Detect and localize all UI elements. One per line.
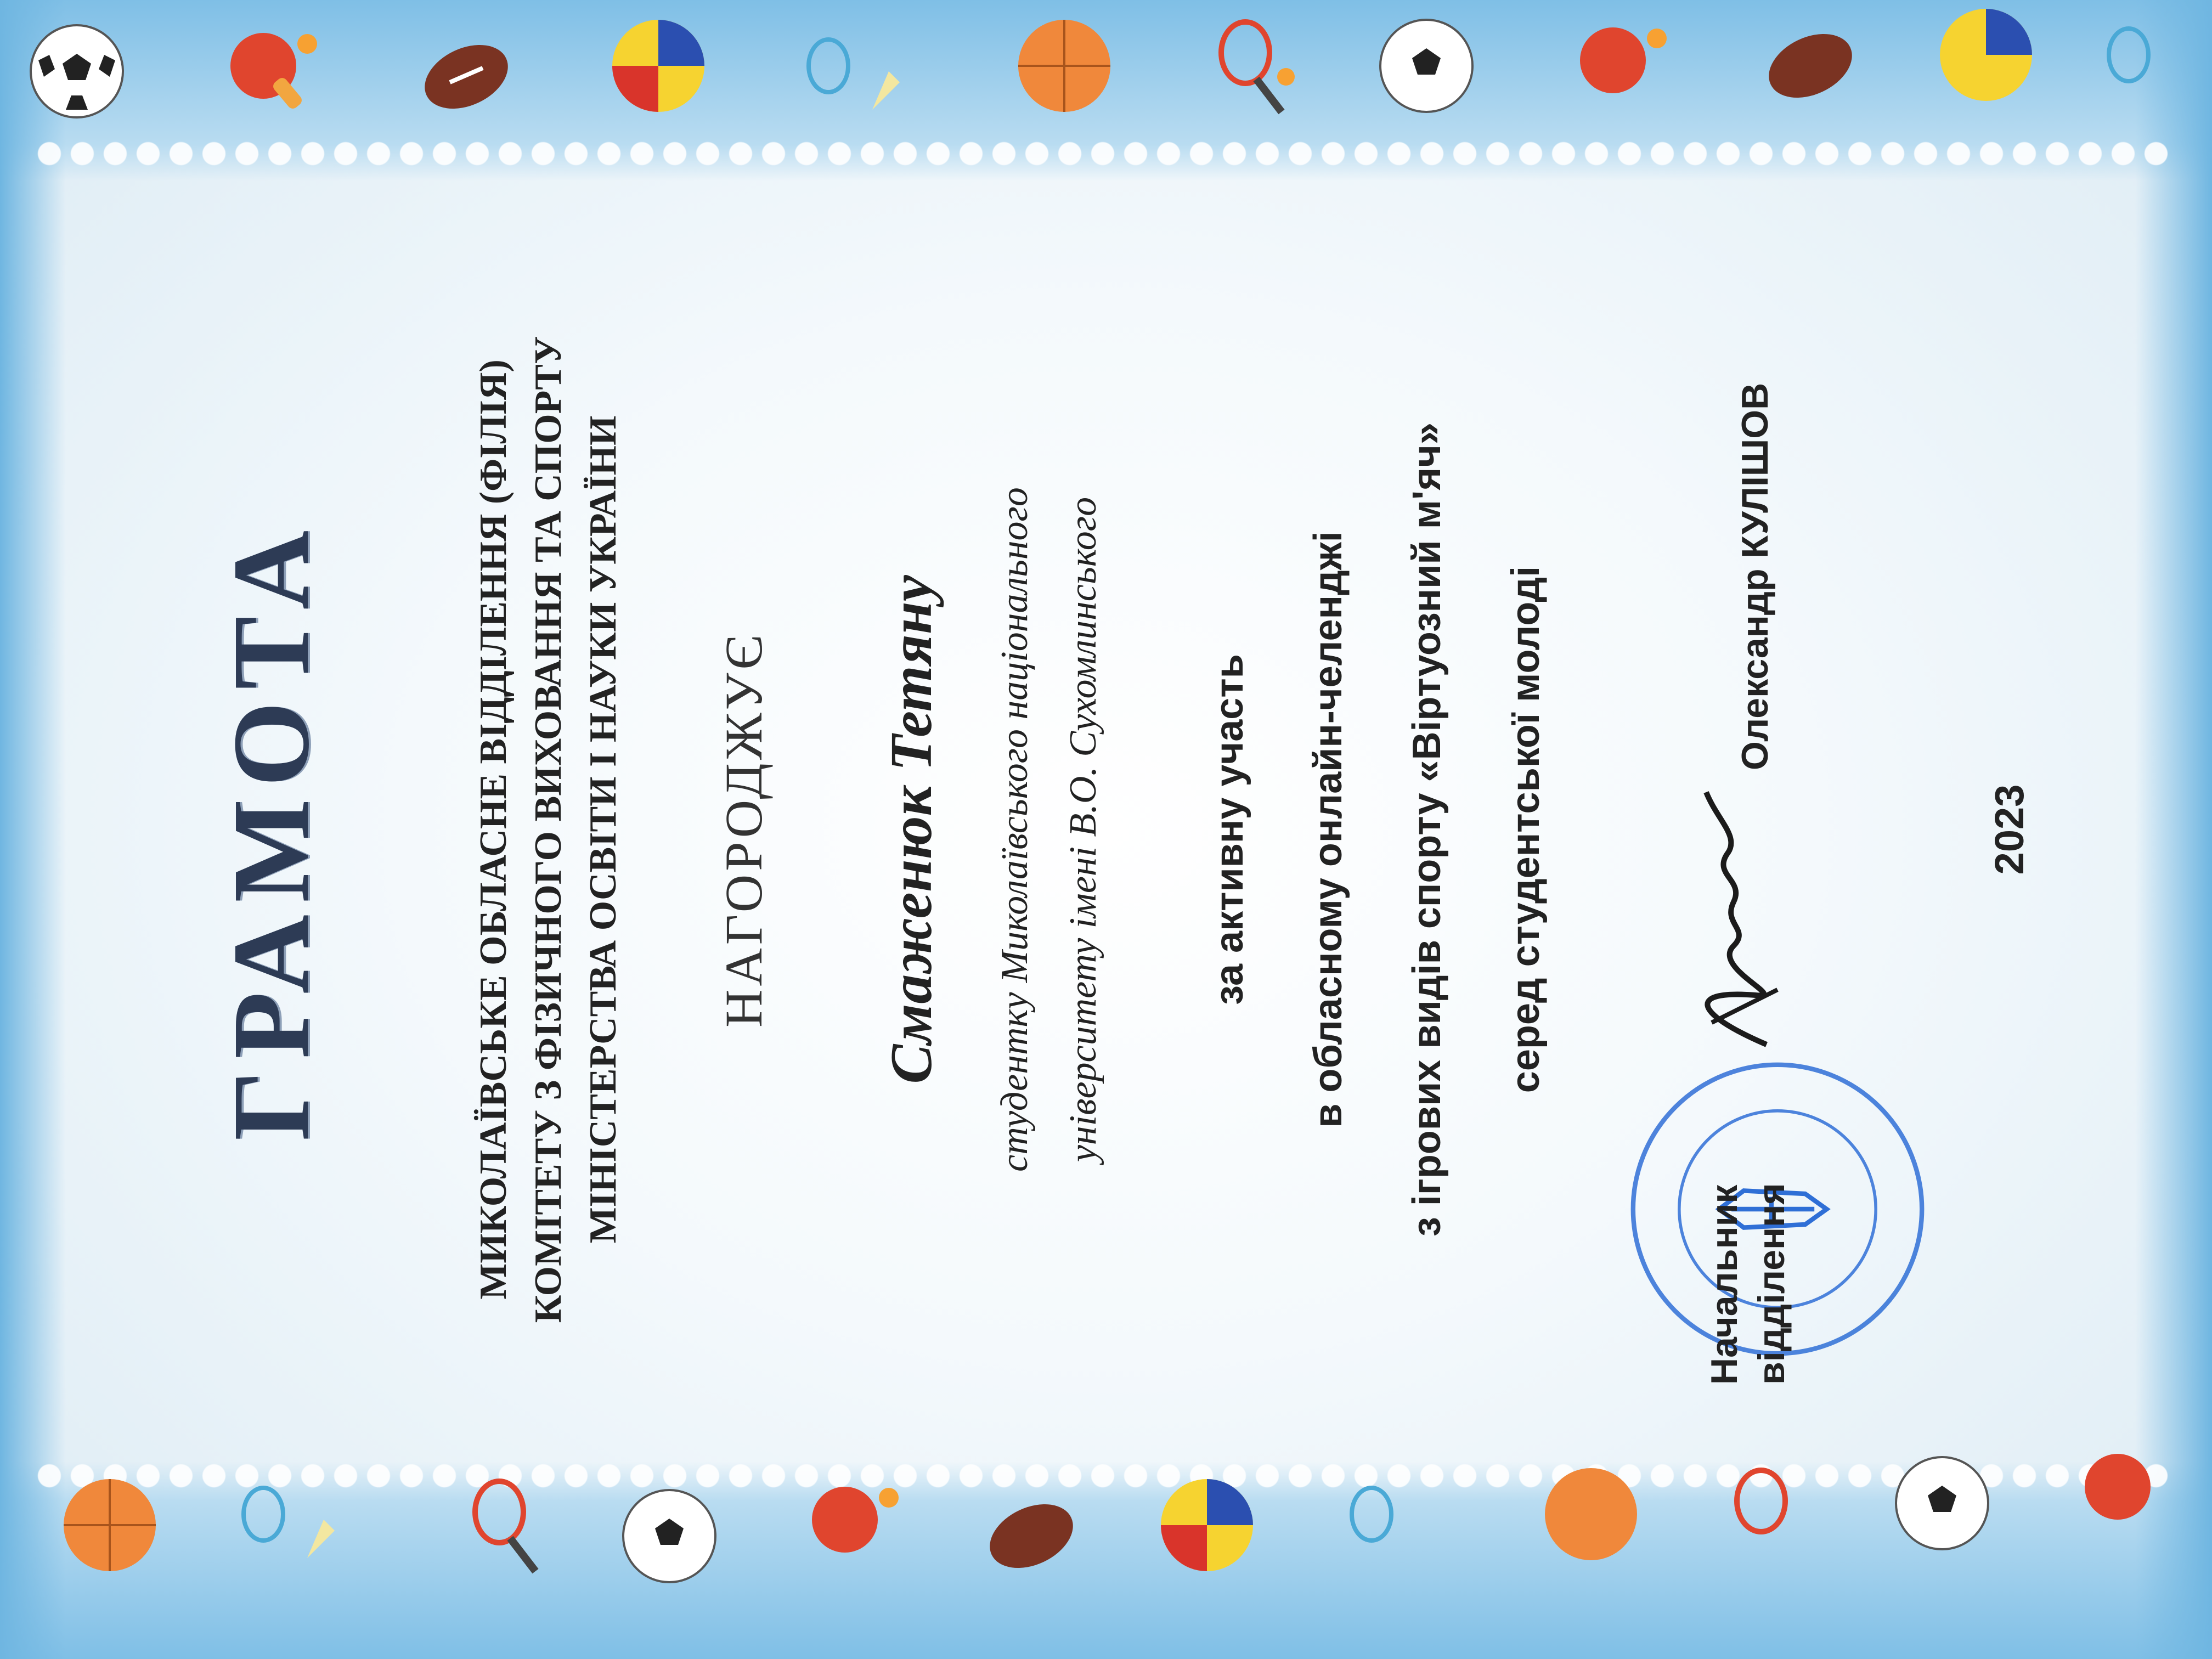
- award-verb: НАГОРОДЖУЄ: [714, 631, 773, 1028]
- year: 2023: [1987, 784, 2032, 875]
- organization-line: МИКОЛАЇВСЬКЕ ОБЛАСНЕ ВІДДІЛЕННЯ (ФІЛІЯ): [472, 359, 515, 1300]
- recipient-name: Смаженюк Тетяну: [879, 575, 944, 1084]
- position-line: Начальник: [1703, 1184, 1745, 1385]
- organization-line: МІНІСТЕРСТВА ОСВІТИ І НАУКИ УКРАЇНИ: [582, 415, 624, 1244]
- certificate-title: ГРАМОТА: [211, 518, 332, 1141]
- signatory-name: Олександр КУЛІШОВ: [1734, 382, 1776, 770]
- reason-line: з ігрових видів спорту «Віртуозний м'яч»: [1405, 422, 1449, 1237]
- reason-line: за активну участь: [1207, 654, 1251, 1005]
- recipient-description: студентку Миколаївського національного: [994, 487, 1036, 1172]
- recipient-description: університету імені В.О. Сухомлинського: [1062, 496, 1104, 1163]
- position-line: відділення: [1751, 1183, 1792, 1385]
- reason-line: серед студентської молоді: [1504, 566, 1548, 1093]
- signatory-position: [1701, 946, 1795, 1385]
- organization-line: КОМІТЕТУ З ФІЗИЧНОГО ВИХОВАННЯ ТА СПОРТУ: [527, 336, 569, 1323]
- reason-line: в обласному онлайн-челенджі: [1306, 531, 1350, 1128]
